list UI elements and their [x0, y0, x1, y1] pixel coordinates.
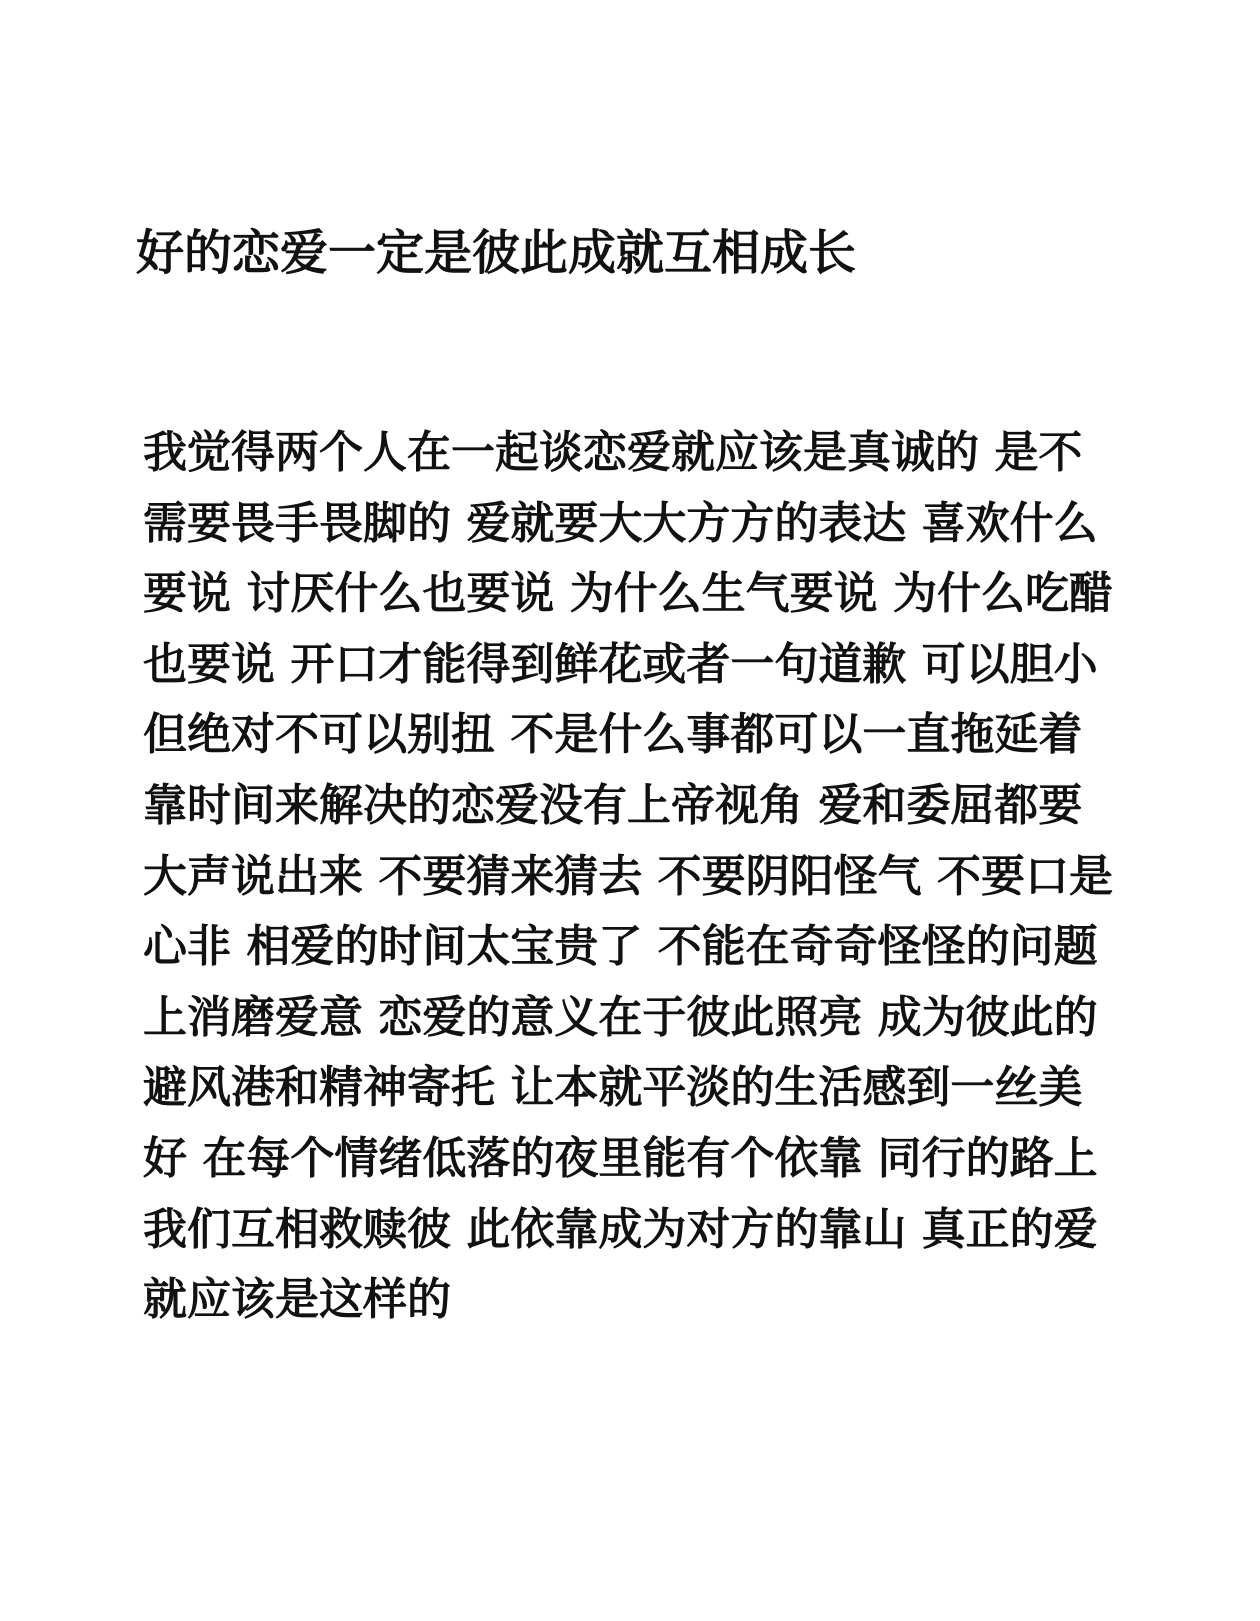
- text-line: 我们互相救赎彼 此依靠成为对方的靠山 真正的爱: [143, 1203, 1098, 1255]
- text-line: 需要畏手畏脚的 爱就要大大方方的表达 喜欢什么: [143, 497, 1098, 549]
- text-line: 上消磨爱意 恋爱的意义在于彼此照亮 成为彼此的: [143, 991, 1098, 1043]
- text-line: 也要说 开口才能得到鲜花或者一句道歉 可以胆小: [143, 638, 1098, 690]
- text-line: 就应该是这样的: [143, 1274, 451, 1326]
- body-text: [143, 418, 1143, 1336]
- text-line: 大声说出来 不要猜来猜去 不要阴阳怪气 不要口是: [143, 850, 1113, 902]
- text-line: 要说 讨厌什么也要说 为什么生气要说 为什么吃醋: [143, 568, 1113, 620]
- text-line: 好 在每个情绪低落的夜里能有个依靠 同行的路上: [143, 1132, 1098, 1184]
- text-line: 靠时间来解决的恋爱没有上帝视角 爱和委屈都要: [143, 779, 1083, 831]
- page-title: 好的恋爱一定是彼此成就互相成长: [136, 225, 857, 281]
- text-line: 我觉得两个人在一起谈恋爱就应该是真诚的 是不: [143, 427, 1083, 478]
- text-line: 心非 相爱的时间太宝贵了 不能在奇奇怪怪的问题: [143, 921, 1098, 973]
- text-line: 但绝对不可以别扭 不是什么事都可以一直拖延着: [143, 709, 1083, 761]
- text-line: 避风港和精神寄托 让本就平淡的生活感到一丝美: [143, 1062, 1083, 1114]
